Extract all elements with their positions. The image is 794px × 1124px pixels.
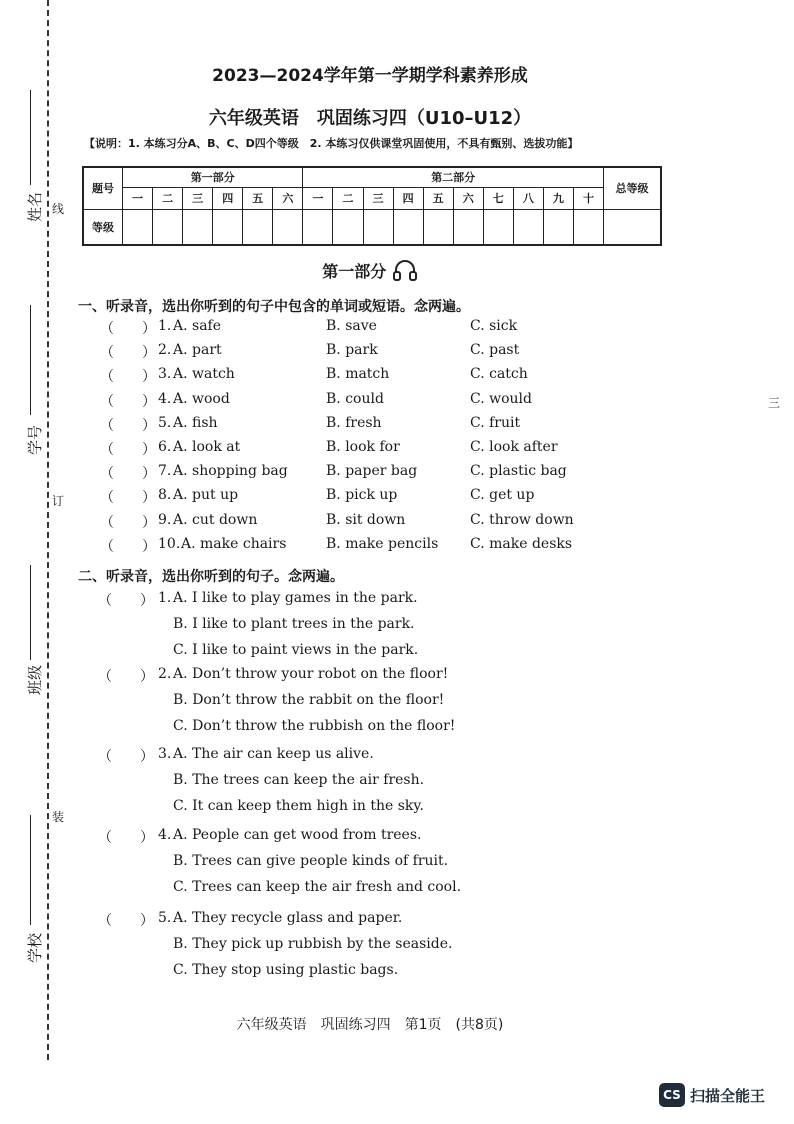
question-number: 2.: [158, 342, 172, 359]
option-b: B. look for: [326, 439, 400, 455]
grade-col-p1: 三: [183, 187, 213, 209]
grade-cell: [123, 209, 153, 245]
grade-col-p1: 四: [213, 187, 243, 209]
grade-col-p1: 五: [243, 187, 273, 209]
option-a: A. watch: [173, 366, 235, 383]
question-number: 1.: [158, 318, 172, 334]
grade-cell: [303, 209, 333, 245]
grade-cell-total: [604, 209, 662, 245]
option-b: B. fresh: [326, 414, 382, 431]
option-b: B. park: [326, 342, 378, 359]
binding-dashed-line: [47, 0, 49, 1060]
option-c: C. sick: [470, 318, 518, 334]
question-number: 5.: [158, 414, 172, 431]
option-c: C. catch: [470, 366, 528, 383]
grade-col-p1: 六: [273, 187, 303, 209]
option-b: B. pick up: [326, 487, 398, 504]
edge-mark: 三: [768, 396, 781, 410]
question-number: 4.: [158, 390, 172, 407]
camscanner-text: 扫描全能王: [690, 1087, 766, 1105]
question-number: 1.: [158, 590, 172, 606]
answer-bracket: （ ）: [100, 393, 156, 410]
binding-char-xian: 线: [52, 202, 65, 216]
part1-heading-text: 第一部分: [322, 262, 387, 281]
answer-bracket: （ ）: [100, 345, 156, 362]
answer-bracket: （ ）: [100, 417, 156, 434]
answer-bracket: （ ）: [98, 593, 154, 609]
option-b: B. match: [326, 366, 390, 383]
question-number: 5.: [158, 910, 172, 926]
grade-cell: [183, 209, 213, 245]
question-number: 7.: [158, 463, 172, 480]
option-b: B. The trees can keep the air fresh.: [173, 772, 425, 788]
headphones-icon: [392, 258, 418, 282]
binding-char-zhuang: 装: [52, 810, 65, 824]
grade-cell: [543, 209, 573, 245]
grade-cell: [573, 209, 603, 245]
option-a: A. wood: [173, 390, 230, 407]
option-c: C. I like to paint views in the park.: [173, 642, 419, 658]
grade-col-p2: 一: [303, 187, 333, 209]
option-c: C. It can keep them high in the sky.: [173, 798, 424, 814]
question-number: 8.: [158, 487, 172, 504]
option-a: A. They recycle glass and paper.: [173, 910, 403, 926]
grade-cell: [213, 209, 243, 245]
option-a: A. shopping bag: [173, 463, 288, 480]
section1-title: 一、听录音，选出你听到的句子中包含的单词或短语。念两遍。: [78, 299, 470, 315]
grade-col-p2: 三: [363, 187, 393, 209]
grade-cell: [333, 209, 363, 245]
option-a: A. The air can keep us alive.: [173, 746, 374, 762]
option-c: C. fruit: [470, 414, 521, 431]
question-number: 9.: [158, 511, 172, 528]
option-c: C. make desks: [470, 535, 573, 552]
option-b: B. They pick up rubbish by the seaside.: [173, 936, 453, 952]
option-a: A. put up: [173, 487, 239, 504]
answer-bracket: （ ）: [100, 538, 156, 555]
option-b: B. sit down: [326, 511, 406, 528]
student-no-field-label: 学号: [26, 424, 44, 455]
grade-col-p2: 八: [513, 187, 543, 209]
option-b: B. could: [326, 390, 384, 407]
option-b: B. save: [326, 318, 377, 334]
grade-table: [82, 166, 662, 246]
grade-col-p1: 一: [123, 187, 153, 209]
option-b: B. paper bag: [326, 463, 418, 480]
part1-heading: [0, 258, 740, 282]
question-number: 3.: [158, 746, 172, 762]
school-field-line: [30, 815, 31, 925]
question-number: 2.: [158, 666, 172, 682]
grade-cell: [393, 209, 423, 245]
grade-cell: [363, 209, 393, 245]
question-number: 3.: [158, 366, 172, 383]
grade-cell: [423, 209, 453, 245]
grade-col-p2: 六: [453, 187, 483, 209]
answer-bracket: （ ）: [98, 913, 154, 929]
option-b: B. Don’t throw the rabbit on the floor!: [173, 692, 445, 708]
question-number: 10.: [158, 535, 181, 552]
grade-table-grade-label: 等级: [83, 209, 123, 245]
answer-bracket: （ ）: [100, 514, 156, 531]
grade-table-part2-header: 第二部分: [303, 167, 604, 187]
option-a: A. Don’t throw your robot on the floor!: [173, 666, 449, 682]
grade-col-p1: 二: [153, 187, 183, 209]
option-c: C. would: [470, 390, 532, 407]
grade-table-part1-header: 第一部分: [123, 167, 303, 187]
option-b: B. make pencils: [326, 535, 439, 552]
exam-title-line2: 六年级英语 巩固练习四（U10–U12）: [208, 108, 532, 129]
question-number: 6.: [158, 439, 172, 455]
binding-char-ding: 订: [52, 494, 65, 508]
grade-cell: [153, 209, 183, 245]
answer-bracket: （ ）: [98, 830, 154, 846]
option-a: A. safe: [173, 318, 222, 334]
option-c: C. Trees can keep the air fresh and cool.: [173, 879, 462, 895]
student-no-field-line: [30, 305, 31, 415]
option-c: C. plastic bag: [470, 463, 567, 480]
answer-bracket: （ ）: [100, 369, 156, 386]
option-a: A. I like to play games in the park.: [173, 590, 418, 606]
option-a: A. People can get wood from trees.: [173, 827, 422, 843]
school-field-label: 学校: [26, 932, 44, 963]
option-a: A. look at: [173, 439, 241, 455]
option-b: B. I like to plant trees in the park.: [173, 616, 415, 632]
option-c: C. Don’t throw the rubbish on the floor!: [173, 718, 456, 734]
grade-cell: [483, 209, 513, 245]
option-a: A. fish: [173, 414, 218, 431]
option-c: C. get up: [470, 487, 535, 504]
class-field-line: [30, 565, 31, 660]
option-a: A. part: [173, 342, 222, 359]
grade-col-p2: 二: [333, 187, 363, 209]
question-number: 4.: [158, 827, 172, 843]
grade-table-total-label: 总等级: [604, 167, 662, 209]
answer-bracket: （ ）: [100, 442, 156, 458]
grade-col-p2: 五: [423, 187, 453, 209]
grade-col-p2: 四: [393, 187, 423, 209]
grade-col-p2: 九: [543, 187, 573, 209]
grade-col-p2: 十: [573, 187, 603, 209]
grade-col-p2: 七: [483, 187, 513, 209]
class-field-label: 班级: [26, 664, 44, 695]
answer-bracket: （ ）: [100, 321, 156, 337]
grade-cell: [513, 209, 543, 245]
option-c: C. past: [470, 342, 520, 359]
answer-bracket: （ ）: [100, 490, 156, 507]
answer-bracket: （ ）: [100, 466, 156, 483]
answer-bracket: （ ）: [98, 669, 154, 685]
grade-cell: [453, 209, 483, 245]
answer-bracket: （ ）: [98, 749, 154, 765]
camscanner-logo: CS: [659, 1083, 685, 1107]
option-a: A. make chairs: [181, 535, 287, 552]
option-b: B. Trees can give people kinds of fruit.: [173, 853, 449, 869]
option-c: C. look after: [470, 439, 558, 455]
grade-cell: [273, 209, 303, 245]
grade-table-question-label: 题号: [83, 167, 123, 209]
option-a: A. cut down: [173, 511, 258, 528]
name-field-label: 姓名: [26, 191, 44, 222]
exam-note: 【说明：1. 本练习分A、B、C、D四个等级 2. 本练习仅供课堂巩固使用，不具有甄别、选拔功能】: [84, 137, 579, 150]
page-footer: 六年级英语 巩固练习四 第1页 (共8页): [236, 1017, 504, 1033]
exam-title-line1: 2023—2024学年第一学期学科素养形成: [212, 66, 528, 86]
option-c: C. throw down: [470, 511, 574, 528]
section2-title: 二、听录音，选出你听到的句子。念两遍。: [78, 569, 344, 585]
grade-cell: [243, 209, 273, 245]
option-c: C. They stop using plastic bags.: [173, 962, 399, 978]
